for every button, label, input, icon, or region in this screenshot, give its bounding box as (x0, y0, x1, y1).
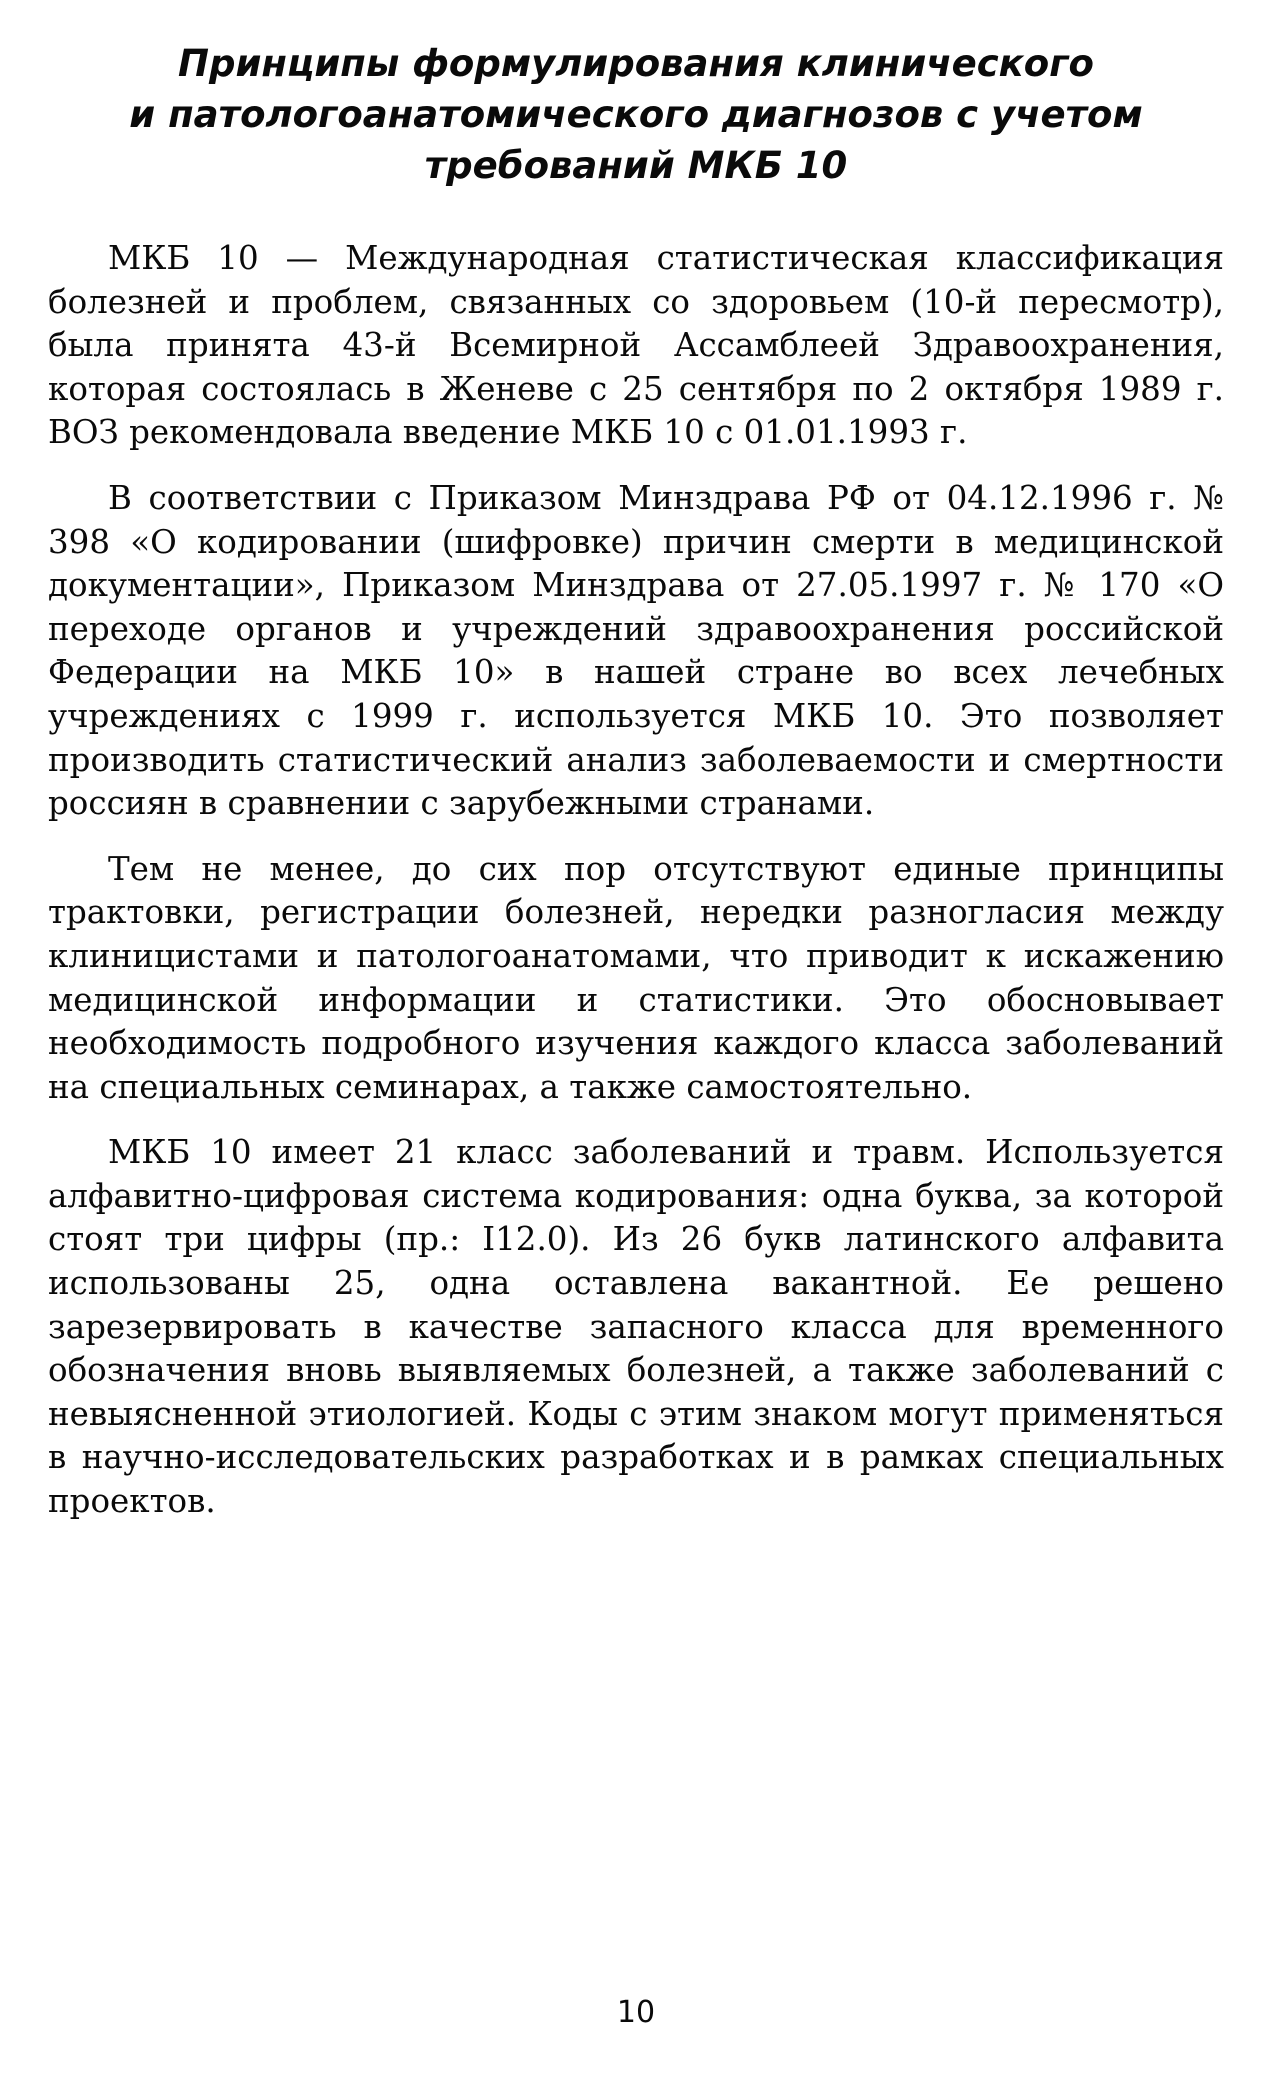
paragraph-icd10-definition: МКБ 10 — Международная статистическая классификация болезней и проблем, связанных со здоровьем (10-й пересмотр), была принята 43-й Всемирной Ассамблеей Здравоохранения, которая состоялась в Женеве с 25 сентября по 2 октября 1989 г. ВОЗ рекомендовала введение МКБ 10 с 01.01.1993 г. (48, 239, 1224, 452)
paragraph-coding-system: МКБ 10 имеет 21 класс заболеваний и травм. Используется алфавитно-цифровая система кодирования: одна буква, за которой стоят три цифры (пр.: I12.0). Из 26 букв латинского алфавита использованы 25, одна оставлена вакантной. Ее решено зарезервировать в качестве запасного класса для временного обозначения вновь выявляемых болезней, а также заболеваний с невыясненной этиологией. Коды с этим знаком могут применяться в научно-исследовательских разработках и в рамках специальных проектов. (48, 1133, 1224, 1521)
page-title (48, 38, 1224, 191)
paragraph-ministry-orders: В соответствии с Приказом Минздрава РФ от 04.12.1996 г. № 398 «О кодировании (шифровке) причин смерти в медицинской документации», Приказом Минздрава от 27.05.1997 г. № 170 «О переходе органов и учреждений здравоохранения российской Федерации на МКБ 10» в нашей стране во всех лечебных учреждениях с 1999 г. используется МКБ 10. Это позволяет производить статистический анализ заболеваемости и смертности россиян в сравнении с зарубежными странами. (48, 478, 1224, 823)
title-line: требований МКБ 10 (424, 144, 848, 187)
page-number: 10 (616, 1995, 656, 2030)
paragraph-disagreements: Тем не менее, до сих пор отсутствуют единые принципы трактовки, регистрации болезней, нередки разногласия между клиницистами и патологоанатомами, что приводит к искажению медицинской информации и статистики. Это обосновывает необходимость подробного изучения каждого класса заболеваний на специальных семинарах, а также самостоятельно. (48, 849, 1224, 1106)
title-line: и патологоанатомического диагнозов с учетом (129, 93, 1143, 136)
title-line: Принципы формулирования клинического (178, 42, 1094, 85)
